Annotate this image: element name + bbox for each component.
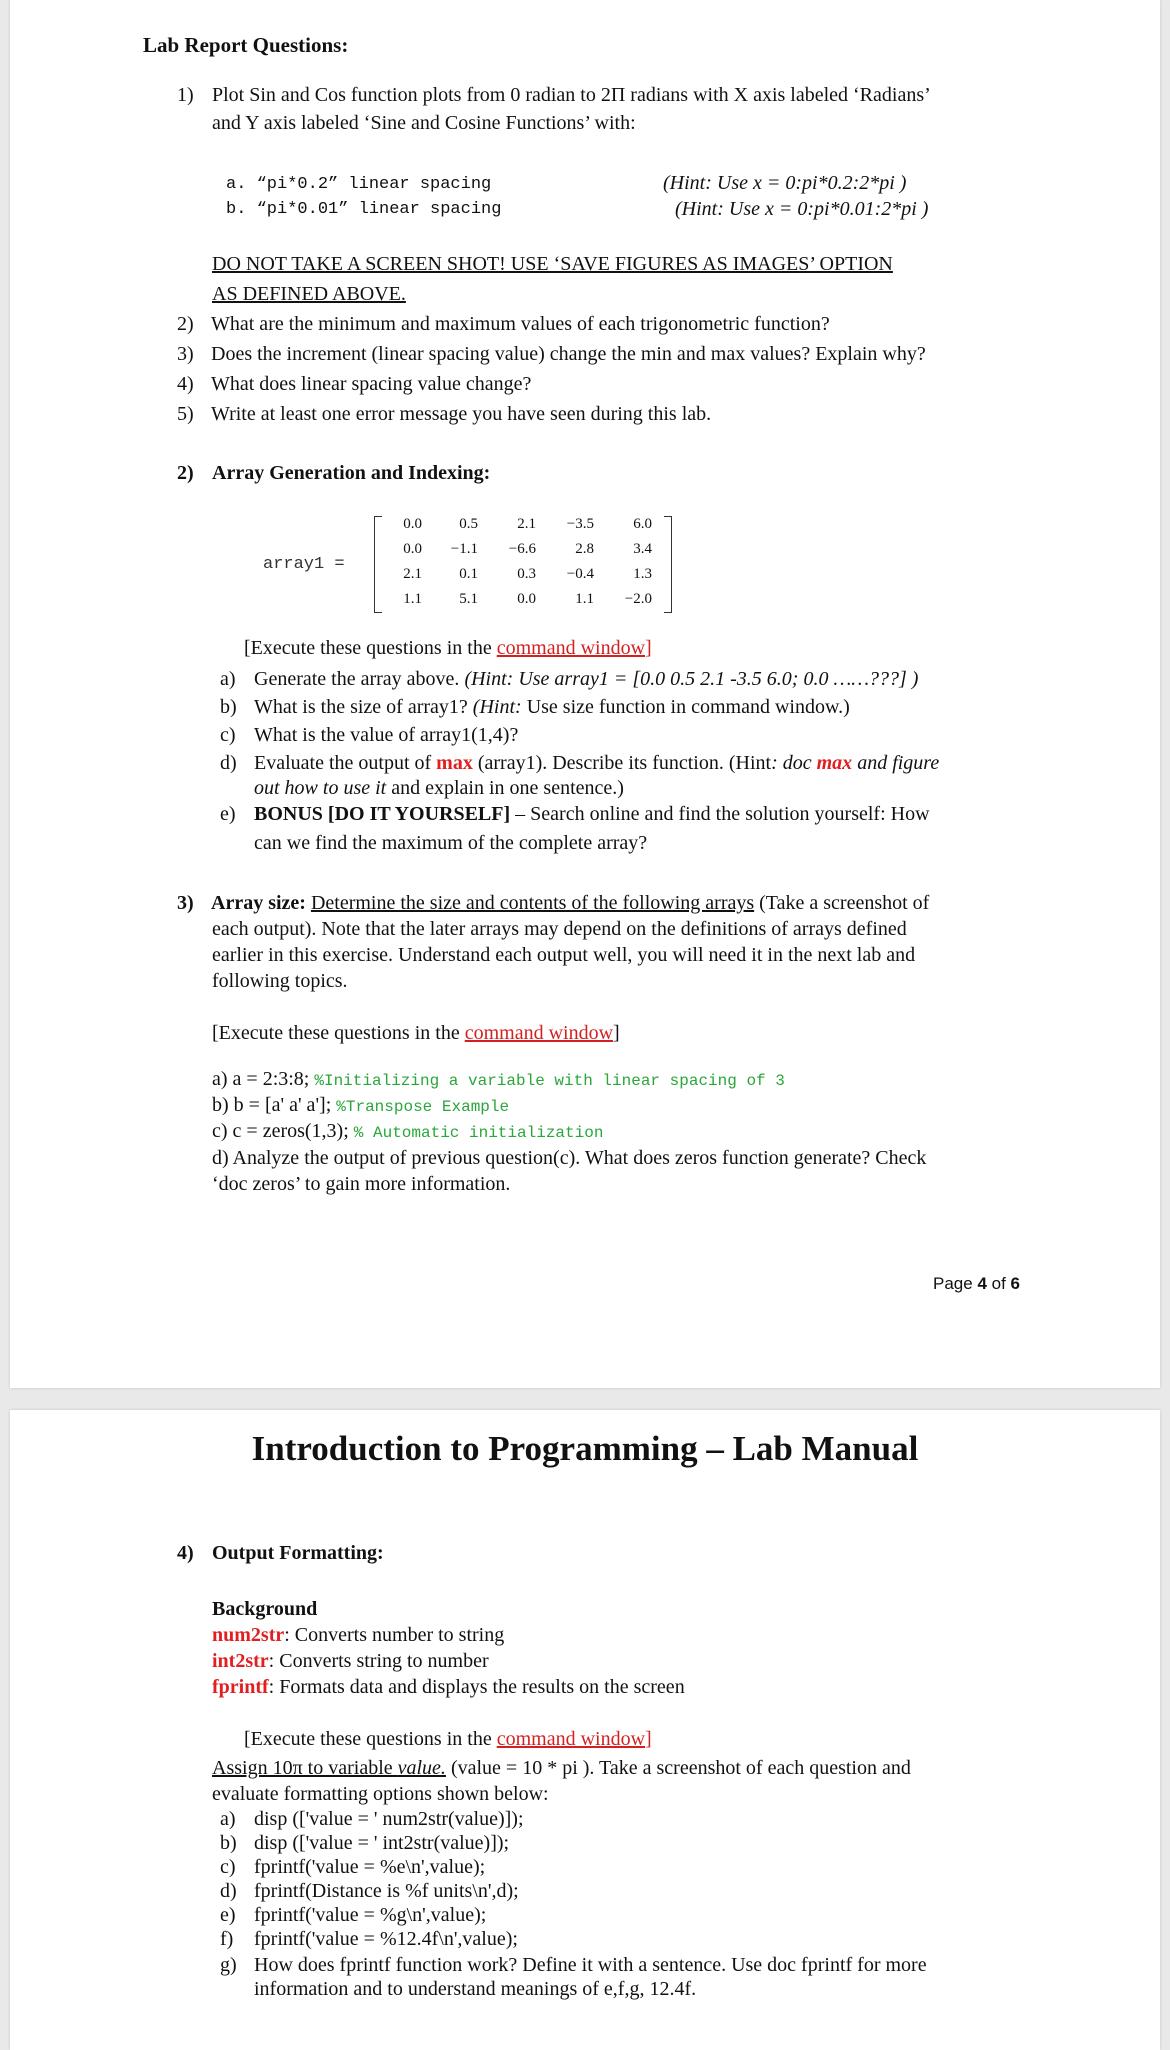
document-page-5 <box>10 1410 1160 2050</box>
section-4-title: Output Formatting: <box>212 1542 384 1564</box>
matrix-cell: 0.0 <box>517 591 536 607</box>
section-2-number: 2) <box>177 462 194 484</box>
q3d-line1: d) Analyze the output of previous question(c). What does zeros function generate? Check <box>212 1147 927 1169</box>
q2d-line2: out how to use it and explain in one sentence.) <box>254 777 624 799</box>
list-item: e) fprintf('value = %g\n',value); <box>220 1904 487 1926</box>
section-3-line3: earlier in this exercise. Understand each output well, you will need it in the next lab and <box>212 944 916 966</box>
matrix-cell: 0.1 <box>459 566 478 582</box>
matrix-cell: 3.4 <box>633 541 652 557</box>
matrix-cell: −3.5 <box>566 516 594 532</box>
matrix-cell: 0.0 <box>403 541 422 557</box>
section-4-number: 4) <box>177 1542 194 1564</box>
matrix-cell: 1.3 <box>633 566 652 582</box>
list-item: b) disp (['value = ' int2str(value)]); <box>220 1832 510 1854</box>
execute-note: [Execute these questions in the command window] <box>244 1728 652 1750</box>
execute-note: [Execute these questions in the command window] <box>212 1022 620 1044</box>
section-3-line1: 3) Array size: Determine the size and contents of the following arrays (Take a screenshot of <box>177 892 930 914</box>
list-item: d) fprintf(Distance is %f units\n',d); <box>220 1880 519 1902</box>
list-item: f) fprintf('value = %12.4f\n',value); <box>220 1928 518 1950</box>
list-item: g) How does fprintf function work? Define it with a sentence. Use doc fprintf for more <box>220 1954 927 1976</box>
matrix-cell: 2.1 <box>517 516 536 532</box>
q3b: b) b = [a' a' a']; %Transpose Example <box>212 1094 510 1116</box>
definition-fprintf: fprintf: Formats data and displays the results on the screen <box>212 1676 685 1698</box>
list-item: 3) Does the increment (linear spacing value) change the min and max values? Explain why? <box>177 343 926 365</box>
command-window-link[interactable]: command window <box>496 637 646 659</box>
matrix-cell: −6.6 <box>508 541 536 557</box>
matrix-cell: −0.4 <box>566 566 594 582</box>
q2a: a) Generate the array above. (Hint: Use array1 = [0.0 0.5 2.1 -3.5 6.0; 0.0 ……???] ) <box>220 668 919 690</box>
list-item-g-line2: information and to understand meanings of e,f,g, 12.4f. <box>254 1978 697 2000</box>
matrix-cell: 0.5 <box>459 516 478 532</box>
matrix-cell: 1.1 <box>575 591 594 607</box>
matrix-left-bracket <box>374 516 382 613</box>
q1-hint-a: (Hint: Use x = 0:pi*0.2:2*pi ) <box>663 172 907 194</box>
manual-title: Introduction to Programming – Lab Manual <box>251 1429 919 1468</box>
definition-int2str: int2str: Converts string to number <box>212 1650 489 1672</box>
matrix-cell: 1.1 <box>403 591 422 607</box>
q1-line1: Plot Sin and Cos function plots from 0 radian to 2Π radians with X axis labeled ‘Radians’ <box>212 84 931 106</box>
list-item: a) disp (['value = ' num2str(value)]); <box>220 1808 524 1830</box>
background-heading: Background <box>212 1598 318 1620</box>
q2d: d) Evaluate the output of max (array1). Describe its function. (Hint: doc max and figure <box>220 752 940 774</box>
matrix-right-bracket <box>664 516 672 613</box>
q2e-line2: can we find the maximum of the complete array? <box>254 832 648 854</box>
matrix-cell: −1.1 <box>450 541 478 557</box>
section-3-line2: each output). Note that the later arrays may depend on the definitions of arrays defined <box>212 918 907 940</box>
execute-note: [Execute these questions in the command window] <box>244 637 652 659</box>
q1-number: 1) <box>177 84 194 106</box>
list-item: 2) What are the minimum and maximum values of each trigonometric function? <box>177 313 830 335</box>
q1-warning-line2: AS DEFINED ABOVE. <box>212 283 406 305</box>
list-item: 5) Write at least one error message you have seen during this lab. <box>177 403 712 425</box>
assign-line1: Assign 10π to variable value. (value = 10 * pi ). Take a screenshot of each question and <box>212 1757 911 1779</box>
list-item: c) fprintf('value = %e\n',value); <box>220 1856 486 1878</box>
matrix-cell: 2.8 <box>575 541 594 557</box>
matrix-cell: 2.1 <box>403 566 422 582</box>
matrix-cell: 0.0 <box>403 516 422 532</box>
q1-hint-b: (Hint: Use x = 0:pi*0.01:2*pi ) <box>675 198 929 220</box>
matrix-cell: 0.3 <box>517 566 536 582</box>
q3c: c) c = zeros(1,3); % Automatic initialization <box>212 1120 604 1142</box>
lab-report-heading: Lab Report Questions: <box>143 33 349 57</box>
command-window-link[interactable]: command window <box>464 1022 614 1044</box>
definition-num2str: num2str: Converts number to string <box>212 1624 505 1646</box>
q1-line2: and Y axis labeled ‘Sine and Cosine Functions’ with: <box>212 112 636 134</box>
assign-line2: evaluate formatting options shown below: <box>212 1783 549 1805</box>
page-number-footer: Page 4 of 6 <box>933 1274 1020 1293</box>
section-2-title: Array Generation and Indexing: <box>212 462 491 484</box>
q3d-line2: ‘doc zeros’ to gain more information. <box>212 1173 511 1195</box>
q2b: b) What is the size of array1? (Hint: Use size function in command window.) <box>220 696 850 718</box>
q3a: a) a = 2:3:8; %Initializing a variable with linear spacing of 3 <box>212 1068 785 1090</box>
q1-warning-line1: DO NOT TAKE A SCREEN SHOT! USE ‘SAVE FIGURES AS IMAGES’ OPTION <box>212 253 893 275</box>
matrix-cell: −2.0 <box>624 591 652 607</box>
matrix-cell: 6.0 <box>633 516 652 532</box>
array-label: array1 = <box>263 555 345 574</box>
document-page-4 <box>10 0 1160 1388</box>
q1-option-a: a. “pi*0.2” linear spacing <box>226 175 492 194</box>
q2e: e) BONUS [DO IT YOURSELF] – Search online and find the solution yourself: How <box>220 803 930 825</box>
section-3-line4: following topics. <box>212 970 348 992</box>
list-item: 4) What does linear spacing value change? <box>177 373 532 395</box>
q2c: c) What is the value of array1(1,4)? <box>220 724 519 746</box>
command-window-link[interactable]: command window <box>496 1728 646 1750</box>
q1-option-b: b. “pi*0.01” linear spacing <box>226 200 502 219</box>
matrix-cell: 5.1 <box>459 591 478 607</box>
